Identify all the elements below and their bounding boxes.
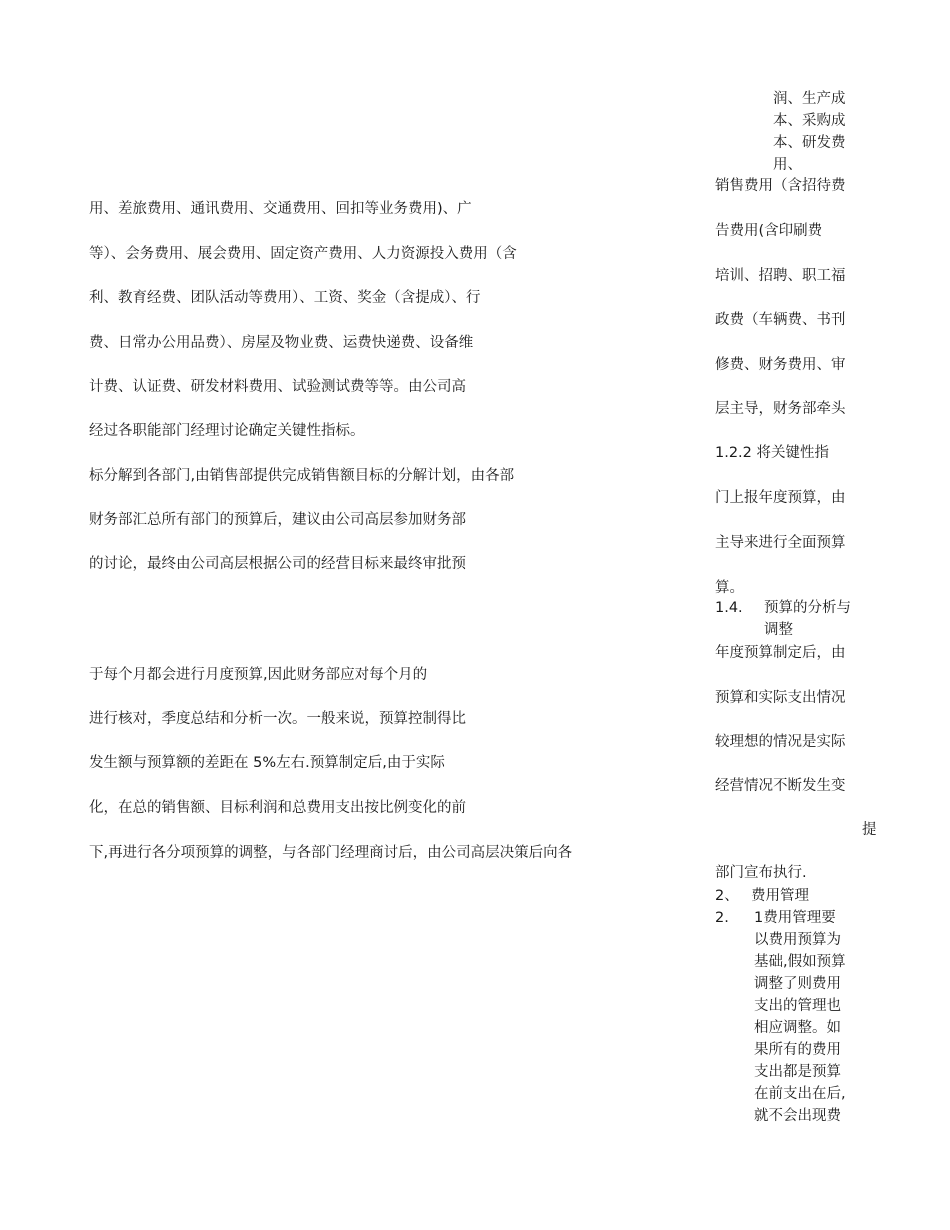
right-fragment: 提 <box>862 822 877 838</box>
section-2-1-number: 2. <box>715 910 729 926</box>
body-line: 以费用预算为 <box>754 932 841 948</box>
body-line: 基础,假如预算 <box>754 954 846 970</box>
section-1-4-number: 1.4. <box>715 600 743 616</box>
right-line: 较理想的情况是实际 <box>715 734 846 750</box>
left-line: 化，在总的销售额、目标利润和总费用支出按比例变化的前 <box>89 800 466 816</box>
right-line: 门上报年度预算，由 <box>715 490 846 506</box>
section-2-1-body <box>754 907 846 1127</box>
body-line: 1费用管理要 <box>754 910 836 926</box>
right-line: 1.2.2 将关键性指 <box>715 445 830 461</box>
right-line: 经营情况不断发生变 <box>715 778 846 794</box>
left-line: 等）、会务费用、展会费用、固定资产费用、人力资源投入费用（含 <box>89 246 517 262</box>
left-line: 下,再进行各分项预算的调整，与各部门经理商讨后，由公司高层决策后向各 <box>89 845 573 861</box>
body-line: 支出都是预算 <box>754 1064 841 1080</box>
left-line: 用、差旅费用、通讯费用、交通费用、回扣等业务费用)、广 <box>89 201 472 217</box>
right-line: 销售费用（含招待费 <box>715 178 846 194</box>
section-2-number: 2、 <box>715 888 739 904</box>
right-line: 培训、招聘、职工福 <box>715 268 846 284</box>
body-line: 调整了则费用 <box>754 976 841 992</box>
left-line: 的讨论，最终由公司高层根据公司的经营目标来最终审批预 <box>89 556 466 572</box>
right-line: 告费用(含印刷费 <box>715 223 823 239</box>
right-line: 算。 <box>715 580 744 596</box>
text-line: 用、 <box>773 157 802 173</box>
right-line: 预算和实际支出情况 <box>715 690 846 706</box>
left-line: 于每个月都会进行月度预算,因此财务部应对每个月的 <box>89 667 428 683</box>
right-top-block <box>773 88 846 176</box>
left-line: 计费、认证费、研发材料费用、试验测试费等等。由公司高 <box>89 379 466 395</box>
left-line: 费、日常办公用品费）、房屋及物业费、运费快递费、设备维 <box>89 335 474 351</box>
body-line: 果所有的费用 <box>754 1042 841 1058</box>
right-line: 年度预算制定后，由 <box>715 645 846 661</box>
text-line: 本、研发费 <box>773 135 846 151</box>
left-line: 经过各职能部门经理讨论确定关键性指标。 <box>89 423 365 439</box>
left-line: 进行核对，季度总结和分析一次。一般来说，预算控制得比 <box>89 711 466 727</box>
right-line: 政费（车辆费、书刊 <box>715 312 846 328</box>
heading-line: 预算的分析与 <box>764 600 851 616</box>
announce-line: 部门宣布执行. <box>715 865 807 881</box>
text-line: 本、采购成 <box>773 113 846 129</box>
left-line: 利、教育经费、团队活动等费用）、工资、奖金（含提成）、行 <box>89 290 481 306</box>
right-line: 主导来进行全面预算 <box>715 535 846 551</box>
body-line: 相应调整。如 <box>754 1020 841 1036</box>
left-line: 财务部汇总所有部门的预算后，建议由公司高层参加财务部 <box>89 512 466 528</box>
body-line: 支出的管理也 <box>754 998 841 1014</box>
body-line: 就不会出现费 <box>754 1108 841 1124</box>
section-1-4-title <box>764 597 851 641</box>
section-2-title: 费用管理 <box>751 888 809 904</box>
body-line: 在前支出在后, <box>754 1086 846 1102</box>
right-line: 层主导，财务部牵头 <box>715 401 846 417</box>
left-line: 发生额与预算额的差距在 5%左右.预算制定后,由于实际 <box>89 755 445 771</box>
left-line: 标分解到各部门,由销售部提供完成销售额目标的分解计划，由各部 <box>89 468 515 484</box>
right-line: 修费、财务费用、审 <box>715 357 846 373</box>
text-line: 润、生产成 <box>773 91 846 107</box>
heading-line: 调整 <box>764 622 793 638</box>
